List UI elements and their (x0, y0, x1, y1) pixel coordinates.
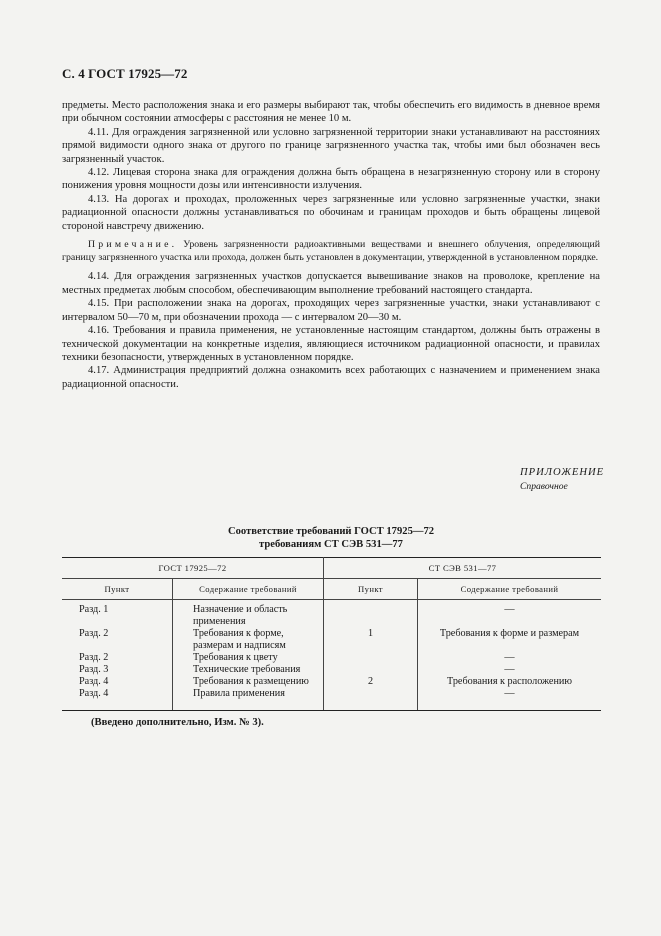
sev-punkt-cell (324, 664, 418, 676)
table-title-line-1: Соответствие требований ГОСТ 17925—72 (227, 526, 435, 537)
sev-punkt-cell (324, 600, 418, 629)
amendment-note: (Введено дополнительно, Изм. № 3). (91, 717, 264, 728)
table-title-line-2: требованиям СТ СЭВ 531—77 (259, 539, 403, 550)
paragraph-4-16: 4.16. Требования и правила применения, не установленные настоящим стандартом, должны быть отражены в технической документации на конкретные изделия, являющиеся источником радиационной опасности, и правилах техники безопасности, утвержденных в установленном порядке. (62, 325, 600, 363)
sev-punkt-cell (324, 688, 418, 711)
paragraph-4-14: 4.14. Для ограждения загрязненных участков допускается вывешивание знаков на проволоке, крепление на местных предметах любым способом, обеспечивающим выполнение требований настоящего стандарта. (62, 271, 600, 296)
note-paragraph (62, 238, 600, 264)
sev-content-cell: Требования к расположению (447, 676, 572, 687)
gost-content-cell: Технические требования (173, 664, 324, 676)
col-header-gost-punkt: Пункт (62, 579, 173, 600)
table-row (62, 664, 601, 676)
table-row (62, 676, 601, 688)
table-row (62, 628, 601, 652)
table-row (62, 600, 601, 629)
sev-content-cell: — (418, 688, 602, 711)
sev-content-cell: Требования к форме и размерам (439, 628, 580, 639)
sev-content-cell: — (504, 652, 515, 663)
sev-punkt-cell (324, 652, 418, 664)
sev-content-cell: — (504, 664, 515, 675)
table-title (62, 525, 600, 551)
page-header: С. 4 ГОСТ 17925—72 (62, 66, 188, 81)
paragraph-4-12: 4.12. Лицевая сторона знака для ограждения должна быть обращена в незагрязненную сторону или в сторону понижения уровня мощности дозы или интенсивности излучения. (62, 167, 600, 192)
gost-content-cell: Правила применения (173, 688, 324, 711)
gost-punkt-cell: Разд. 4 (62, 676, 173, 688)
gost-content-cell: Требования к форме, размерам и надписям (173, 628, 324, 652)
paragraph-4-13: 4.13. На дорогах и проходах, проложенных через загрязненные или условно загрязненные участки, знаки радиационной опасности должны устанавливаться по обочинам и границам проходов и быть обращены лицевой стороной навстречу движению. (62, 193, 600, 232)
table-row (62, 652, 601, 664)
sev-content-cell: — (504, 604, 515, 615)
note-text: Уровень загрязненности радиоактивными веществами и внешнего облучения, определяющий границу загрязненного участка или прохода, должен быть установлен в документации, утвержденной в установленном порядке. (62, 239, 600, 264)
paragraph-4-17: 4.17. Администрация предприятий должна ознакомить всех работающих с назначением и применением знака радиационной опасности. (62, 365, 600, 390)
gost-content-cell: Требования к размещению (173, 676, 324, 688)
sev-punkt-cell: 2 (324, 676, 418, 688)
body-text (62, 99, 600, 391)
gost-punkt-cell: Разд. 3 (62, 664, 173, 676)
sev-punkt-cell: 1 (324, 628, 418, 652)
appendix-title: ПРИЛОЖЕНИЕ (520, 467, 605, 478)
col-header-gost-content: Содержание требований (173, 579, 324, 600)
group-header-sev: СТ СЭВ 531—77 (324, 558, 602, 579)
appendix-subtitle: Справочное (520, 481, 568, 492)
paragraph-4-15: 4.15. При расположении знака на дорогах, проходящих через загрязненные участки, знаки устанавливают с интервалом 50—70 м, при обозначении прохода — с интервалом 20—30 м. (62, 298, 600, 323)
gost-punkt-cell: Разд. 1 (62, 600, 173, 629)
paragraph-continuation: предметы. Место расположения знака и его размеры выбирают так, чтобы обеспечить его видимость в дневное время при обычном состоянии атмосферы с расстояния не менее 10 м. (62, 100, 600, 125)
group-header-gost: ГОСТ 17925—72 (62, 558, 324, 579)
gost-punkt-cell: Разд. 2 (62, 628, 173, 652)
note-label: Примечание. (88, 239, 178, 251)
col-header-sev-punkt: Пункт (324, 579, 418, 600)
paragraph-4-11: 4.11. Для ограждения загрязненной или условно загрязненной территории знаки устанавливают на расстояниях прямой видимости одного знака от другого по границе загрязненного участка так, чтобы ими был обозначен весь загрязненный участок. (62, 126, 600, 165)
appendix-label (520, 466, 605, 494)
gost-punkt-cell: Разд. 2 (62, 652, 173, 664)
gost-punkt-cell: Разд. 4 (62, 688, 173, 711)
gost-content-cell: Назначение и область применения (173, 600, 324, 629)
gost-content-cell: Требования к цвету (173, 652, 324, 664)
table-row (62, 688, 601, 711)
col-header-sev-content: Содержание требований (418, 579, 602, 600)
comparison-table (62, 557, 601, 711)
